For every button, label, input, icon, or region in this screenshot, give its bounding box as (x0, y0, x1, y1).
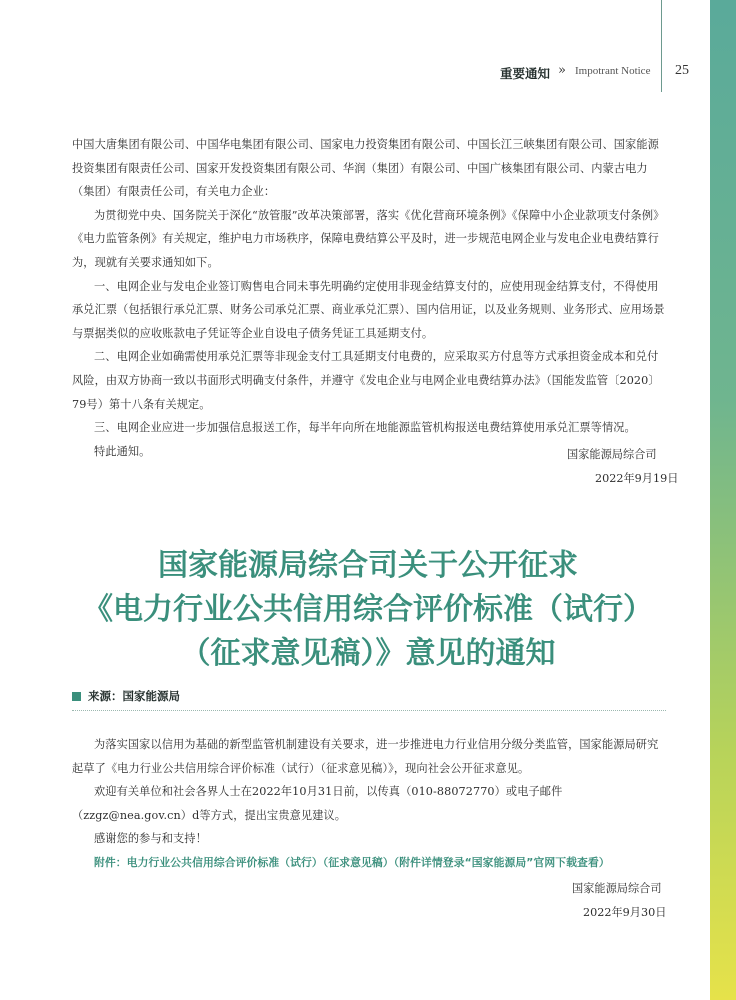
notice1-closing: 特此通知。 (94, 444, 151, 458)
title-line: 国家能源局综合司关于公开征求 (158, 548, 578, 583)
notice2-body (72, 733, 666, 875)
notice2-attachment: 附件：电力行业公共信用综合评价标准（试行）（征求意见稿）（附件详情登录“国家能源局”官网下载查看） (94, 855, 610, 869)
notice2-signer: 国家能源局综合司 (572, 882, 662, 895)
source-label: 来源：国家能源局 (88, 689, 180, 703)
title-line: 《电力行业公共信用综合评价标准（试行） (83, 592, 653, 627)
notice1-date: 2022年9月19日 (595, 472, 679, 485)
square-bullet-icon (72, 692, 81, 701)
notice1-paragraph: 为贯彻党中央、国务院关于深化“放管服”改革决策部署，落实《优化营商环境条例》《保障中小企业款项支付条例》《电力监管条例》有关规定，维护电力市场秩序，保障电费结算公平及时，进一步规范电网企业与发电企业电费结算行为，现就有关要求通知如下。 (72, 208, 665, 269)
notice2-date: 2022年9月30日 (583, 906, 667, 919)
notice1-paragraph: 一、电网企业与发电企业签订购售电合同未事先明确约定使用非现金结算支付的，应使用现金结算支付，不得使用承兑汇票（包括银行承兑汇票、财务公司承兑汇票、商业承兑汇票）、国内信用证，以及业务规则、业务形式、应用场景与票据类似的应收账款电子凭证等企业自设电子债务凭证工具延期支付。 (72, 279, 665, 340)
decorative-side-bar (710, 0, 736, 1000)
notice1-addressee: 中国大唐集团有限公司、中国华电集团有限公司、国家电力投资集团有限公司、中国长江三峡集团有限公司、国家能源投资集团有限责任公司、国家开发投资集团有限公司、华润（集团）有限公司、中国广核集团有限公司、内蒙古电力（集团）有限责任公司，有关电力企业： (72, 138, 659, 199)
title-line: （征求意见稿）》意见的通知 (180, 636, 556, 671)
notice1-paragraph: 三、电网企业应进一步加强信息报送工作，每半年向所在地能源监管机构报送电费结算使用承兑汇票等情况。 (94, 421, 636, 435)
page-number: 25 (675, 63, 689, 78)
notice2-paragraph: 欢迎有关单位和社会各界人士在2022年10月31日前，以传真（010-88072770）或电子邮件（zzgz@nea.gov.cn）d等方式，提出宝贵意见建议。 (72, 785, 563, 822)
notice1-signer: 国家能源局综合司 (567, 448, 657, 461)
section-title-en: Impotrant Notice (575, 65, 651, 77)
notice2-paragraph: 为落实国家以信用为基础的新型监管机制建设有关要求，进一步推进电力行业信用分级分类监管，国家能源局研究起草了《电力行业公共信用综合评价标准（试行）（征求意见稿）》，现向社会公开征求意见。 (72, 738, 659, 775)
notice2-title (60, 544, 676, 676)
notice1-paragraph: 二、电网企业如确需使用承兑汇票等非现金支付工具延期支付电费的，应采取买方付息等方式承担资金成本和兑付风险，由双方协商一致以书面形式明确支付条件，并遵守《发电企业与电网企业电费结算办法》（国能发监管〔2020〕79号）第十八条有关规定。 (72, 350, 660, 411)
dotted-divider (72, 710, 666, 711)
notice2-paragraph: 感谢您的参与和支持！ (94, 832, 207, 846)
notice1-body (72, 133, 666, 463)
page-header (470, 64, 700, 84)
section-title: 重要通知 (500, 66, 551, 81)
chevron-right-icon: » (558, 63, 566, 78)
